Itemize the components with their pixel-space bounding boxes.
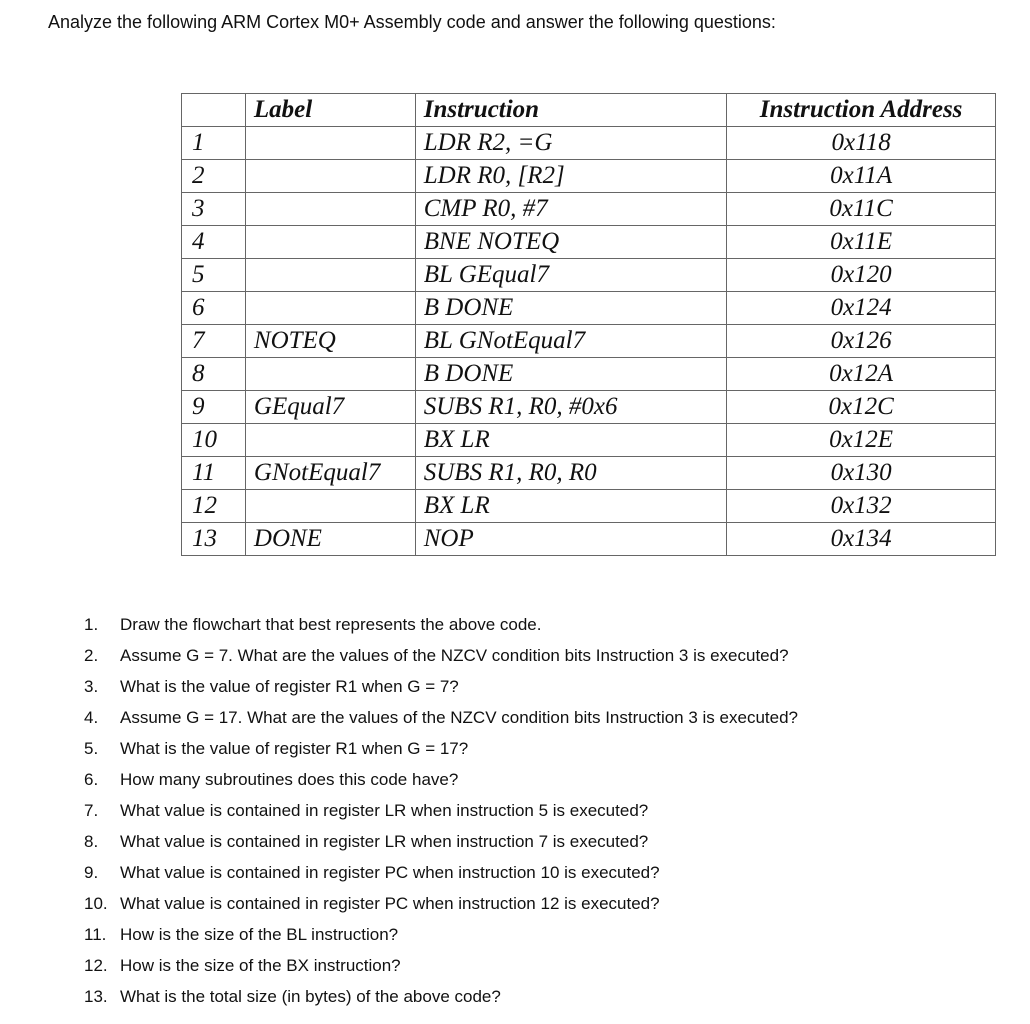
row-number: 10	[182, 424, 246, 457]
row-label	[245, 160, 415, 193]
row-label	[245, 292, 415, 325]
row-label	[245, 424, 415, 457]
question-text: What is the total size (in bytes) of the above code?	[120, 987, 501, 1006]
row-instruction: LDR R2, =G	[415, 127, 726, 160]
row-instruction: SUBS R1, R0, #0x6	[415, 391, 726, 424]
row-number: 9	[182, 391, 246, 424]
row-instruction: BL GEqual7	[415, 259, 726, 292]
row-instruction: SUBS R1, R0, R0	[415, 457, 726, 490]
row-number: 4	[182, 226, 246, 259]
header-num	[182, 94, 246, 127]
row-address: 0x130	[727, 457, 996, 490]
row-instruction: B DONE	[415, 292, 726, 325]
question-text: What value is contained in register LR when instruction 5 is executed?	[120, 801, 649, 820]
row-number: 3	[182, 193, 246, 226]
table-row	[182, 259, 996, 292]
question-item	[78, 640, 798, 671]
question-item	[78, 764, 798, 795]
row-number: 13	[182, 523, 246, 556]
question-item	[78, 919, 798, 950]
row-number: 7	[182, 325, 246, 358]
row-instruction: BNE NOTEQ	[415, 226, 726, 259]
question-number: 12.	[84, 956, 108, 975]
question-text: What value is contained in register PC when instruction 12 is executed?	[120, 894, 660, 913]
row-instruction: BX LR	[415, 424, 726, 457]
row-number: 2	[182, 160, 246, 193]
row-label	[245, 127, 415, 160]
question-item	[78, 733, 798, 764]
row-label: NOTEQ	[245, 325, 415, 358]
question-text: How is the size of the BX instruction?	[120, 956, 401, 975]
question-number: 9.	[84, 863, 99, 882]
table-row	[182, 358, 996, 391]
question-item	[78, 888, 798, 919]
header-address: Instruction Address	[727, 94, 996, 127]
question-number: 7.	[84, 801, 99, 820]
row-address: 0x126	[727, 325, 996, 358]
row-instruction: BL GNotEqual7	[415, 325, 726, 358]
row-address: 0x124	[727, 292, 996, 325]
table-row	[182, 457, 996, 490]
table-row	[182, 226, 996, 259]
question-number: 13.	[84, 987, 108, 1006]
row-instruction: B DONE	[415, 358, 726, 391]
row-label: DONE	[245, 523, 415, 556]
table-header-row	[182, 94, 996, 127]
row-instruction: NOP	[415, 523, 726, 556]
row-number: 12	[182, 490, 246, 523]
question-item	[78, 609, 798, 640]
row-number: 1	[182, 127, 246, 160]
row-instruction: BX LR	[415, 490, 726, 523]
question-number: 2.	[84, 646, 99, 665]
row-address: 0x120	[727, 259, 996, 292]
header-label: Label	[245, 94, 415, 127]
row-number: 6	[182, 292, 246, 325]
row-number: 11	[182, 457, 246, 490]
table-row	[182, 391, 996, 424]
question-number: 11.	[84, 925, 107, 944]
table-row	[182, 490, 996, 523]
table-row	[182, 424, 996, 457]
row-address: 0x12A	[727, 358, 996, 391]
row-instruction: CMP R0, #7	[415, 193, 726, 226]
row-label: GEqual7	[245, 391, 415, 424]
intro-text: Analyze the following ARM Cortex M0+ Assembly code and answer the following questions:	[48, 12, 776, 32]
table-row	[182, 160, 996, 193]
question-text: Draw the flowchart that best represents the above code.	[120, 615, 542, 634]
row-address: 0x11A	[727, 160, 996, 193]
row-address: 0x11E	[727, 226, 996, 259]
assembly-code-table	[181, 93, 996, 556]
row-number: 8	[182, 358, 246, 391]
row-address: 0x12E	[727, 424, 996, 457]
header-instruction: Instruction	[415, 94, 726, 127]
row-address: 0x11C	[727, 193, 996, 226]
question-text: What value is contained in register PC when instruction 10 is executed?	[120, 863, 660, 882]
question-text: How many subroutines does this code have?	[120, 770, 459, 789]
question-list	[78, 609, 798, 1012]
row-label: GNotEqual7	[245, 457, 415, 490]
question-item	[78, 671, 798, 702]
question-number: 5.	[84, 739, 99, 758]
table-row	[182, 325, 996, 358]
row-label	[245, 259, 415, 292]
row-address: 0x134	[727, 523, 996, 556]
question-number: 8.	[84, 832, 99, 851]
question-item	[78, 826, 798, 857]
question-text: What value is contained in register LR when instruction 7 is executed?	[120, 832, 649, 851]
question-text: What is the value of register R1 when G = 17?	[120, 739, 469, 758]
question-text: Assume G = 17. What are the values of the NZCV condition bits Instruction 3 is executed?	[120, 708, 798, 727]
row-label	[245, 226, 415, 259]
table-row	[182, 193, 996, 226]
table-row	[182, 127, 996, 160]
question-number: 4.	[84, 708, 99, 727]
table-row	[182, 292, 996, 325]
table-body	[182, 127, 996, 556]
question-number: 3.	[84, 677, 99, 696]
question-text: What is the value of register R1 when G = 7?	[120, 677, 459, 696]
row-address: 0x12C	[727, 391, 996, 424]
question-item	[78, 981, 798, 1012]
question-number: 1.	[84, 615, 99, 634]
question-text: Assume G = 7. What are the values of the NZCV condition bits Instruction 3 is executed?	[120, 646, 789, 665]
table-row	[182, 523, 996, 556]
question-item	[78, 702, 798, 733]
question-number: 6.	[84, 770, 99, 789]
row-label	[245, 358, 415, 391]
row-number: 5	[182, 259, 246, 292]
row-label	[245, 490, 415, 523]
question-number: 10.	[84, 894, 108, 913]
question-text: How is the size of the BL instruction?	[120, 925, 399, 944]
question-item	[78, 857, 798, 888]
row-address: 0x118	[727, 127, 996, 160]
row-instruction: LDR R0, [R2]	[415, 160, 726, 193]
question-item	[78, 795, 798, 826]
row-label	[245, 193, 415, 226]
question-item	[78, 950, 798, 981]
row-address: 0x132	[727, 490, 996, 523]
